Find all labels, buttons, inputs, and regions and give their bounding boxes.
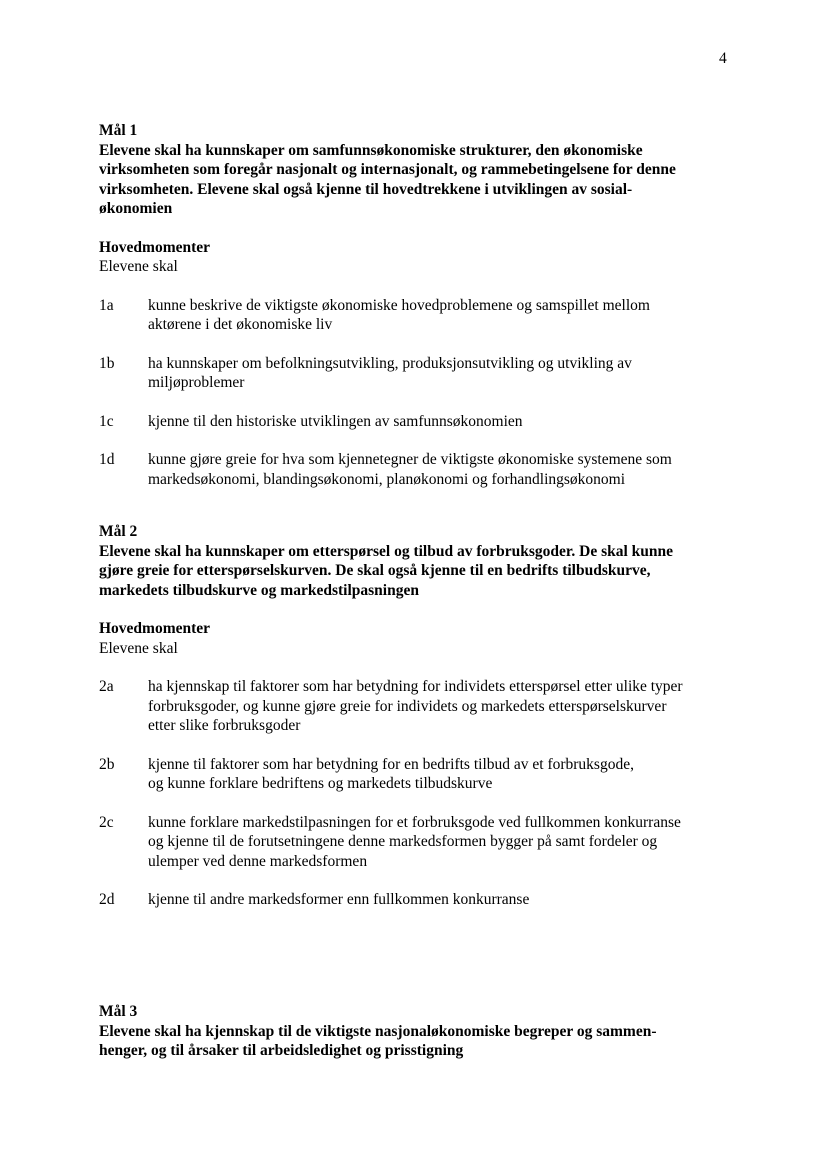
goal-text-line: henger, og til årsaker til arbeidsledighet og prisstigning	[99, 1042, 464, 1059]
item-text	[148, 677, 739, 736]
item-text	[148, 813, 739, 872]
goal-3-section	[99, 1002, 739, 1061]
list-item	[99, 412, 739, 432]
item-line: forbruksgoder, og kunne gjøre greie for individets og markedets etterspørselskurver	[148, 697, 667, 715]
item-label: 2c	[99, 813, 114, 831]
item-text	[148, 755, 739, 794]
goal-text-line: økonomien	[99, 200, 173, 217]
item-line: og kjenne til de forutsetningene denne markedsformen bygger på samt fordeler og	[148, 833, 658, 850]
item-label: 1c	[99, 412, 114, 430]
goal-text	[99, 542, 739, 601]
goal-text-line: Elevene skal ha kunnskaper om etterspørsel og tilbud av forbruksgoder. De skal kunne	[99, 542, 674, 560]
item-label: 1a	[99, 296, 114, 314]
item-line: ulemper ved denne markedsformen	[148, 852, 368, 870]
list-item	[99, 354, 739, 393]
sub-heading: Hovedmomenter	[99, 238, 211, 256]
item-line: ha kjennskap til faktorer som har betydning for individets etterspørsel etter ulike typer	[148, 678, 683, 695]
list-item	[99, 296, 739, 335]
item-line: kunne gjøre greie for hva som kjennetegner de viktigste økonomiske systemene som	[148, 451, 672, 468]
sub-heading: Hovedmomenter	[99, 620, 211, 637]
goal-text-line: virksomheten som foregår nasjonalt og internasjonalt, og rammebetingelsene for denne	[99, 161, 676, 178]
item-line: miljøproblemer	[148, 374, 245, 391]
item-label: 1b	[99, 354, 115, 372]
item-line: kjenne til faktorer som har betydning for en bedrifts tilbud av et forbruksgode,	[148, 755, 634, 773]
item-line: ha kunnskaper om befolkningsutvikling, produksjonsutvikling og utvikling av	[148, 354, 632, 372]
item-line: aktørene i det økonomiske liv	[148, 316, 333, 333]
goal-text-line: markedets tilbudskurve og markedstilpasningen	[99, 581, 419, 599]
intro-text: Elevene skal	[99, 258, 178, 275]
goal-1-section	[99, 121, 739, 508]
item-label: 1d	[99, 451, 115, 468]
item-text	[148, 450, 739, 489]
item-list	[99, 296, 739, 490]
intro-text: Elevene skal	[99, 639, 178, 657]
page-number: 4	[719, 50, 727, 67]
goal-text	[99, 1022, 739, 1061]
list-item	[99, 450, 739, 489]
item-label: 2b	[99, 755, 115, 773]
goal-title: Mål 2	[99, 523, 138, 540]
item-text	[148, 354, 739, 393]
list-item	[99, 755, 739, 794]
goal-2-section	[99, 522, 739, 929]
item-line: og kunne forklare bedriftens og markedets tilbudskurve	[148, 775, 493, 792]
item-text	[148, 890, 739, 910]
item-label: 2a	[99, 678, 114, 695]
goal-title: Mål 1	[99, 122, 138, 139]
goal-text-line: gjøre greie for etterspørselskurven. De skal også kjenne til en bedrifts tilbudskurve,	[99, 562, 651, 579]
goal-text-line: Elevene skal ha kunnskaper om samfunnsøkonomiske strukturer, den økonomiske	[99, 141, 643, 159]
item-text	[148, 412, 739, 432]
goal-text	[99, 141, 739, 219]
list-item	[99, 677, 739, 736]
list-item	[99, 890, 739, 910]
item-list	[99, 677, 739, 910]
item-line: kjenne til andre markedsformer enn fullkommen konkurranse	[148, 891, 530, 908]
goal-text-line: Elevene skal ha kjennskap til de viktigste nasjonaløkonomiske begreper og sammen-	[99, 1022, 657, 1040]
item-label: 2d	[99, 891, 115, 908]
goal-title: Mål 3	[99, 1003, 138, 1020]
item-text	[148, 296, 739, 335]
goal-text-line: virksomheten. Elevene skal også kjenne til hovedtrekkene i utviklingen av sosial-	[99, 180, 633, 198]
item-line: markedsøkonomi, blandingsøkonomi, planøkonomi og forhandlingsøkonomi	[148, 470, 626, 488]
item-line: kunne forklare markedstilpasningen for et forbruksgode ved fullkommen konkurranse	[148, 813, 681, 831]
item-line: kunne beskrive de viktigste økonomiske hovedproblemene og samspillet mellom	[148, 296, 650, 314]
item-line: kjenne til den historiske utviklingen av samfunnsøkonomien	[148, 412, 523, 430]
item-line: etter slike forbruksgoder	[148, 717, 301, 734]
list-item	[99, 813, 739, 872]
